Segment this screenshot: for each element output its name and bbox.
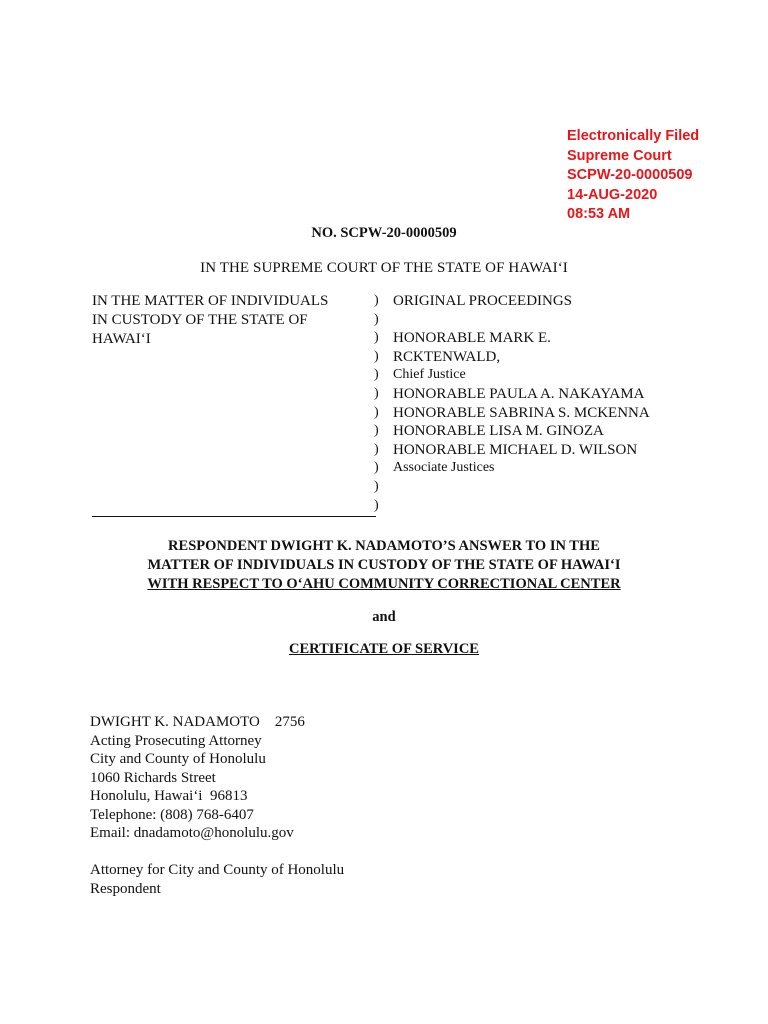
justice-line: HONORABLE PAULA A. NAKAYAMA xyxy=(393,385,645,402)
attorney-telephone: Telephone: (808) 768-6407 xyxy=(90,806,254,823)
attorney-role: Respondent xyxy=(90,880,161,897)
certificate-title: CERTIFICATE OF SERVICE xyxy=(289,641,479,657)
attorney-city: Honolulu, Hawai‘i 96813 xyxy=(90,788,248,804)
caption-party-line: HAWAI‘I xyxy=(92,331,151,347)
case-number: NO. SCPW-20-0000509 xyxy=(311,225,457,241)
document-title-line: RESPONDENT DWIGHT K. NADAMOTO’S ANSWER TO IN THE xyxy=(168,538,600,554)
justice-line: HONORABLE LISA M. GINOZA xyxy=(393,423,604,440)
attorney-street: 1060 Richards Street xyxy=(90,769,216,786)
caption-paren: ) xyxy=(374,293,379,308)
caption-paren: ) xyxy=(374,385,379,401)
stamp-line: Supreme Court xyxy=(567,147,672,164)
justice-line: HONORABLE MARK E. xyxy=(393,330,551,347)
caption-proceedings xyxy=(393,292,650,478)
caption-party-line: IN CUSTODY OF THE STATE OF xyxy=(92,312,308,328)
caption-paren: ) xyxy=(374,423,379,439)
justice-title: Chief Justice xyxy=(393,367,466,383)
caption-paren: ) xyxy=(374,367,379,383)
justice-line: HONORABLE SABRINA S. MCKENNA xyxy=(393,404,650,421)
caption-paren: ) xyxy=(374,460,379,476)
document-title xyxy=(0,537,768,594)
document-title-line: WITH RESPECT TO O‘AHU COMMUNITY CORRECTIONAL CENTER xyxy=(147,576,621,592)
document-title-line: MATTER OF INDIVIDUALS IN CUSTODY OF THE STATE OF HAWAI‘I xyxy=(147,557,621,573)
caption-parentheses xyxy=(374,292,379,515)
caption-party-line: IN THE MATTER OF INDIVIDUALS xyxy=(92,293,329,309)
justice-line: RCKTENWALD, xyxy=(393,348,501,365)
attorney-block xyxy=(90,713,344,898)
attorney-org: City and County of Honolulu xyxy=(90,751,266,767)
stamp-line: SCPW-20-0000509 xyxy=(567,167,693,183)
caption-divider xyxy=(92,516,376,517)
stamp-line: Electronically Filed xyxy=(567,128,700,144)
proceedings-type: ORIGINAL PROCEEDINGS xyxy=(393,293,573,309)
caption-paren: ) xyxy=(374,441,379,457)
caption-spacer xyxy=(393,311,650,330)
attorney-role: Attorney for City and County of Honolulu xyxy=(90,862,345,878)
caption-paren: ) xyxy=(374,348,379,364)
attorney-email: Email: dnadamoto@honolulu.gov xyxy=(90,825,294,841)
caption-party xyxy=(92,292,367,349)
attorney-title: Acting Prosecuting Attorney xyxy=(90,732,262,749)
conjunction: and xyxy=(372,609,396,625)
attorney-name: DWIGHT K. NADAMOTO 2756 xyxy=(90,714,305,730)
justice-line: HONORABLE MICHAEL D. WILSON xyxy=(393,441,638,458)
caption-paren: ) xyxy=(374,478,379,494)
caption-paren: ) xyxy=(374,330,379,346)
caption-paren: ) xyxy=(374,497,379,513)
electronic-filing-stamp xyxy=(567,127,699,225)
stamp-line: 08:53 AM xyxy=(567,206,631,222)
caption-paren: ) xyxy=(374,311,379,327)
justice-title: Associate Justices xyxy=(393,460,495,476)
caption-paren: ) xyxy=(374,404,379,420)
stamp-line: 14-AUG-2020 xyxy=(567,186,658,203)
court-name: IN THE SUPREME COURT OF THE STATE OF HAWAI‘I xyxy=(200,260,568,276)
spacer xyxy=(90,843,344,862)
